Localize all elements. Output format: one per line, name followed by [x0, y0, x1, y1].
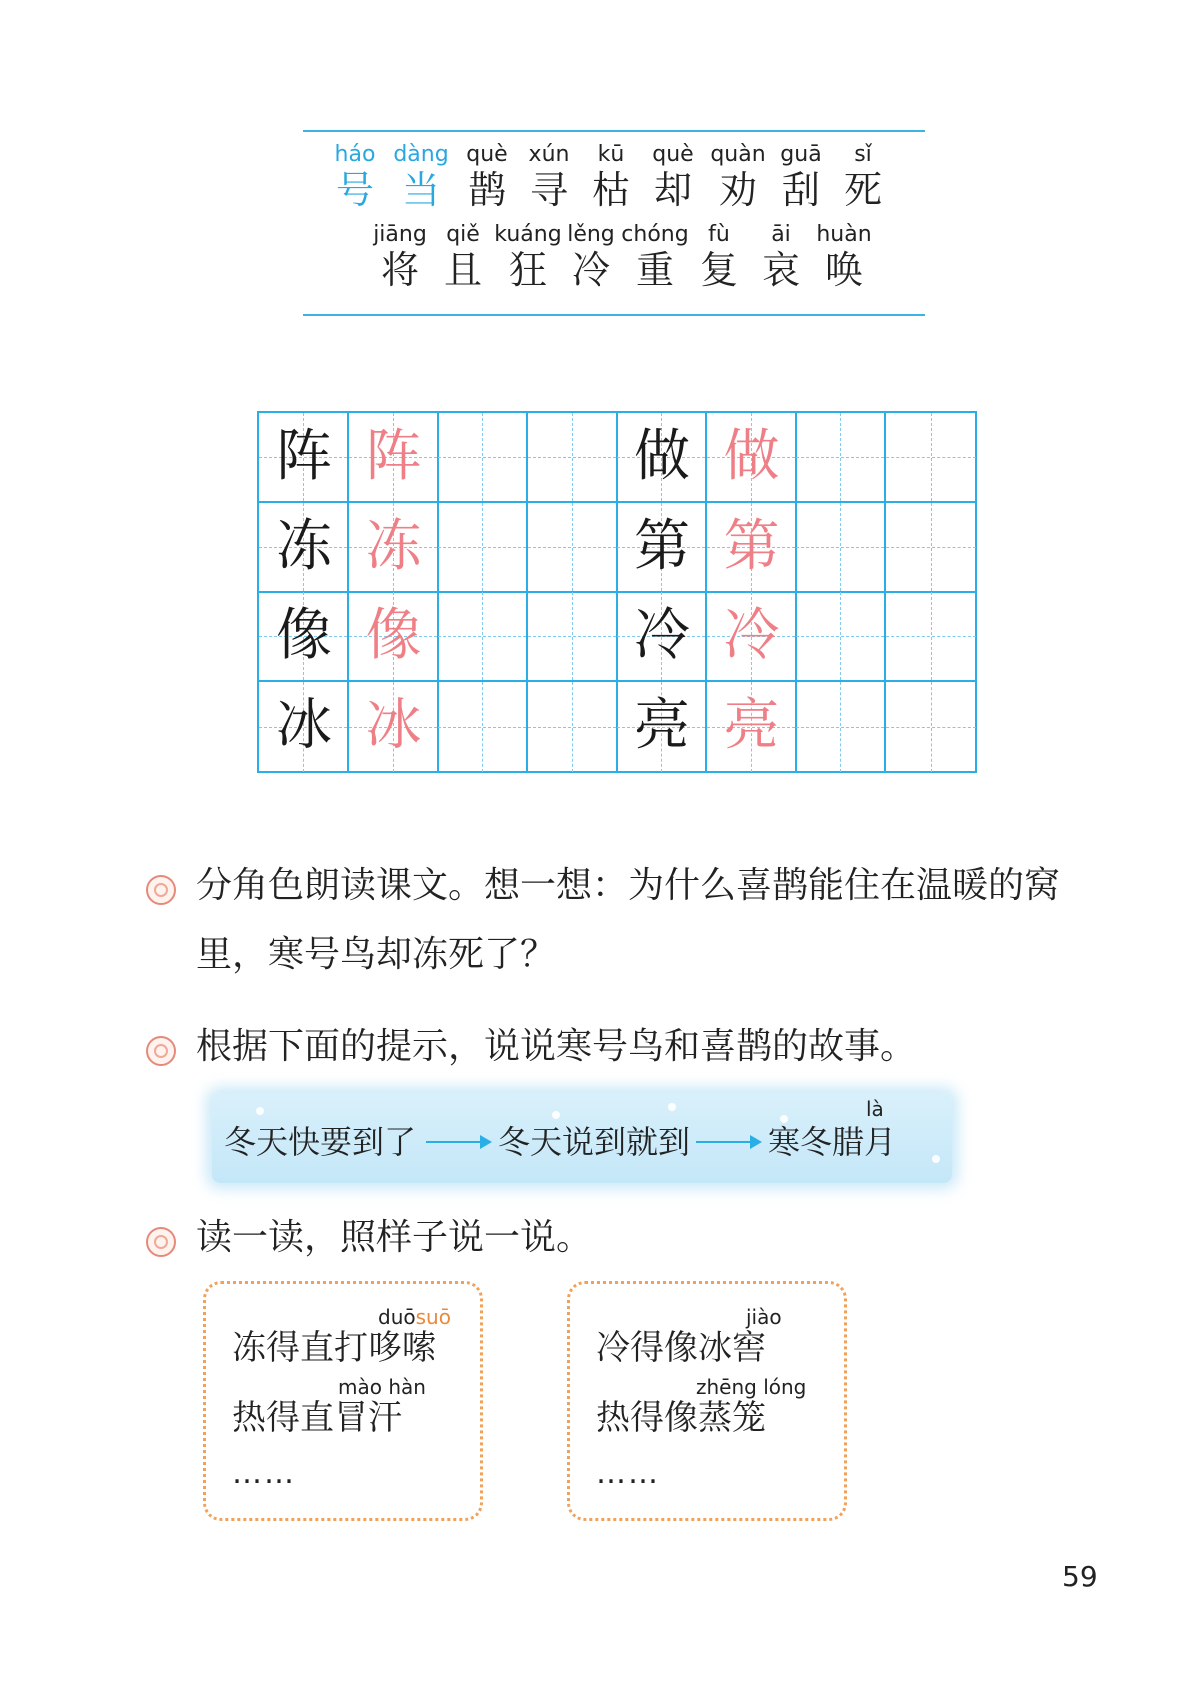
exercise-1-line-1: 分角色朗读课文。想一想：为什么喜鹊能住在温暖的窝: [196, 865, 1061, 906]
pinyin: huàn: [816, 222, 872, 247]
grid-cell: [259, 682, 349, 772]
trace-character: 冻: [365, 513, 422, 579]
grid-cell: [886, 592, 976, 682]
pinyin: āi: [771, 222, 791, 247]
model-character: 第: [634, 513, 690, 579]
story-prompt-bar: [212, 1093, 952, 1183]
model-character: 亮: [634, 692, 690, 758]
sparkle-dot: [256, 1107, 264, 1115]
pinyin: dàng: [393, 142, 449, 167]
pinyin: guā: [780, 142, 822, 167]
pinyin: fù: [708, 222, 730, 247]
model-character: 冰: [276, 692, 332, 758]
grid-cell: [259, 413, 349, 503]
pinyin: kuáng: [494, 222, 562, 247]
arrow-right-icon: [426, 1141, 490, 1143]
pinyin: lěng: [567, 222, 615, 247]
grid-cell: [259, 503, 349, 593]
story-step-2: 冬天说到就到: [498, 1123, 691, 1161]
pinyin-annotation: zhēng lóng: [696, 1375, 807, 1399]
vocab-bottom-rule: [303, 314, 925, 316]
vocab-word: [809, 222, 879, 292]
sparkle-dot: [932, 1155, 940, 1163]
grid-cell: [886, 503, 976, 593]
hanzi: 号: [335, 168, 374, 212]
pinyin: què: [466, 142, 508, 167]
pinyin: sǐ: [854, 142, 872, 167]
vocab-word: [831, 142, 895, 212]
grid-cell: [796, 682, 886, 772]
grid-cell: [438, 413, 528, 503]
hanzi: 却: [653, 168, 692, 212]
model-character: 像: [276, 603, 332, 668]
vocabulary-box: [303, 130, 925, 316]
model-character: 做: [634, 424, 690, 489]
grid-cell: [528, 592, 618, 682]
pinyin-duo: duō: [378, 1305, 416, 1329]
hanzi: 且: [443, 248, 482, 292]
exercise-3-text: 读一读，照样子说一说。: [196, 1217, 593, 1258]
grid-cell: [617, 503, 707, 593]
vocab-word: [491, 222, 565, 292]
pinyin: què: [652, 142, 694, 167]
vocab-word: [365, 222, 435, 292]
vocab-word: [323, 142, 387, 212]
example-line: 热得直冒汗: [232, 1398, 402, 1438]
model-character: 冻: [276, 513, 332, 579]
hanzi: 重: [635, 248, 674, 292]
grid-cell: [796, 503, 886, 593]
grid-cell: [528, 503, 618, 593]
vocab-word: [517, 142, 581, 212]
grid-cell: [528, 413, 618, 503]
example-box-left: [203, 1281, 483, 1521]
grid-cell: [617, 682, 707, 772]
hanzi: 狂: [508, 248, 547, 292]
arrow-right-icon: [696, 1141, 760, 1143]
hanzi: 当: [401, 168, 440, 212]
grid-cell: [349, 592, 439, 682]
hanzi: 寻: [529, 168, 568, 212]
example-line: 冷得像冰窖: [596, 1328, 766, 1368]
story-step-3: 寒冬腊月: [768, 1123, 897, 1161]
grid-cell: [707, 413, 797, 503]
pinyin: chóng: [621, 222, 689, 247]
exercise-2-text: 根据下面的提示，说说寒号鸟和喜鹊的故事。: [196, 1026, 917, 1067]
vocab-word: [703, 142, 773, 212]
trace-character: 第: [723, 513, 780, 579]
exercise-bullet-icon: [146, 1036, 176, 1066]
grid-cell: [617, 592, 707, 682]
grid-cell: [438, 503, 528, 593]
model-character: 冷: [634, 603, 690, 668]
grid-cell: [796, 592, 886, 682]
example-line: 冻得直打哆嗦: [232, 1328, 436, 1368]
vocab-top-rule: [303, 130, 925, 132]
vocab-word: [617, 222, 693, 292]
trace-character: 冰: [365, 692, 422, 758]
vocab-word: [749, 222, 813, 292]
grid-cell: [349, 682, 439, 772]
grid-cell: [528, 682, 618, 772]
model-character: 阵: [276, 424, 332, 489]
grid-cell: [349, 503, 439, 593]
writing-grid: [257, 411, 977, 773]
example-ellipsis: ……: [232, 1456, 296, 1491]
trace-character: 阵: [365, 424, 422, 489]
grid-cell: [886, 682, 976, 772]
pinyin-annotation: là: [866, 1097, 884, 1121]
trace-character: 亮: [723, 692, 780, 758]
vocab-word: [687, 222, 751, 292]
vocab-word: [431, 222, 495, 292]
example-ellipsis: ……: [596, 1456, 660, 1491]
vocab-word: [559, 222, 623, 292]
pinyin: kū: [597, 142, 625, 167]
pinyin-annotation: [378, 1306, 451, 1328]
grid-cell: [438, 592, 528, 682]
grid-cell: [349, 413, 439, 503]
trace-character: 像: [365, 603, 422, 668]
hanzi: 鹊: [467, 168, 506, 212]
vocab-word: [455, 142, 519, 212]
hanzi: 哀: [761, 248, 800, 292]
pinyin: quàn: [710, 142, 766, 167]
vocab-word: [385, 142, 457, 212]
pinyin: xún: [528, 142, 570, 167]
grid-cell: [438, 682, 528, 772]
grid-cell: [886, 413, 976, 503]
hanzi: 枯: [591, 168, 630, 212]
hanzi: 冷: [571, 248, 610, 292]
grid-cell: [707, 682, 797, 772]
trace-character: 做: [723, 424, 780, 489]
vocab-word: [769, 142, 833, 212]
grid-cell: [707, 503, 797, 593]
hanzi: 刮: [781, 168, 820, 212]
hanzi: 将: [380, 248, 419, 292]
example-box-right: [567, 1281, 847, 1521]
hanzi: 死: [843, 168, 882, 212]
vocab-row-1: [303, 142, 925, 222]
grid-cell: [707, 592, 797, 682]
exercise-1-line-2: 里，寒号鸟却冻死了？: [196, 934, 557, 975]
story-step-1: 冬天快要到了: [224, 1123, 417, 1161]
grid-cell: [796, 413, 886, 503]
pinyin: jiāng: [373, 222, 427, 247]
pinyin-annotation: jiào: [746, 1305, 782, 1329]
exercise-bullet-icon: [146, 1227, 176, 1257]
pinyin-annotation: mào hàn: [338, 1375, 426, 1399]
trace-character: 冷: [723, 603, 780, 668]
vocab-word: [641, 142, 705, 212]
sparkle-dot: [552, 1111, 560, 1119]
grid-cell: [259, 592, 349, 682]
example-line: 热得像蒸笼: [596, 1398, 766, 1438]
vocab-word: [579, 142, 643, 212]
hanzi: 唤: [824, 248, 863, 292]
pinyin-suo: suō: [415, 1305, 451, 1329]
exercise-bullet-icon: [146, 875, 176, 905]
sparkle-dot: [668, 1103, 676, 1111]
grid-cell: [617, 413, 707, 503]
pinyin: qiě: [446, 222, 480, 247]
pinyin: háo: [334, 142, 376, 167]
page-number: 59: [1062, 1560, 1098, 1593]
vocab-row-2: [303, 222, 925, 302]
hanzi: 劝: [718, 168, 757, 212]
hanzi: 复: [699, 248, 738, 292]
